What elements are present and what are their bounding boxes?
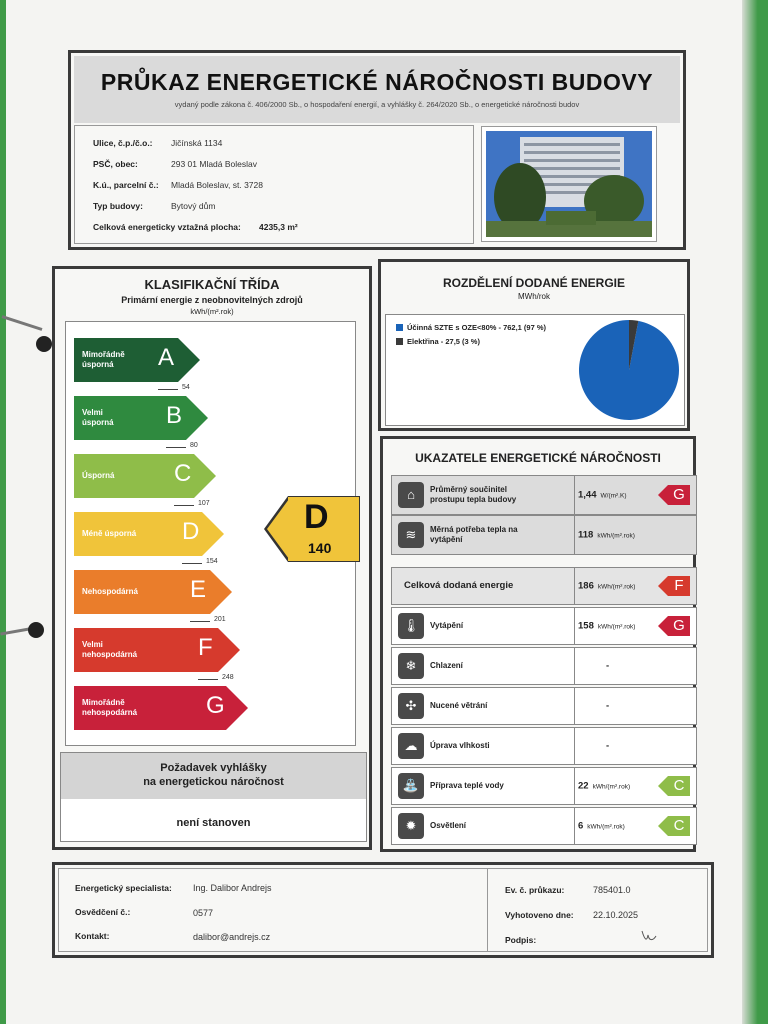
indicator-value	[606, 661, 609, 672]
distribution-title: ROZDĚLENÍ DODANÉ ENERGIE	[442, 276, 625, 290]
energy-class-tip	[202, 512, 224, 556]
area-value: 4235,3 m²	[259, 222, 298, 232]
requirement-value: není stanoven	[176, 817, 251, 829]
class-threshold-line	[198, 679, 218, 680]
energy-class-label-line1: Úsporná	[82, 471, 115, 480]
zip-label: PSČ, obec:	[93, 159, 138, 169]
legend-label: Elektřina - 27,5 (3 %)	[407, 337, 480, 346]
indicator-name: Chlazení	[430, 661, 463, 670]
contact-label: Kontakt:	[75, 931, 110, 941]
result-marker	[264, 496, 360, 562]
indicator-number: -	[606, 700, 610, 712]
building-type-label: Typ budovy:	[93, 201, 143, 211]
energy-class-label	[82, 698, 137, 718]
requirement-panel	[60, 752, 367, 842]
indicator-separator	[574, 648, 575, 684]
indicator-class-badge	[658, 776, 690, 796]
certificate-value: 0577	[193, 908, 214, 918]
indicator-unit: kWh/(m².rok)	[597, 583, 636, 591]
address-label: Ulice, č.p./č.o.:	[93, 138, 153, 148]
indicator-class-badge-tip	[658, 485, 668, 505]
indicator-number: -	[606, 740, 610, 752]
energy-class-d-arrow	[74, 512, 224, 556]
page-title: PRŮKAZ ENERGETICKÉ NÁROČNOSTI BUDOVY	[100, 69, 654, 95]
indicator-separator	[574, 516, 575, 554]
energy-class-tip	[226, 686, 248, 730]
footer-inner	[58, 868, 708, 952]
indicator-row	[391, 567, 697, 605]
requirement-title-line2: na energetickou náročnost	[143, 776, 284, 788]
title-band	[74, 56, 680, 123]
class-threshold-value: 201	[214, 616, 226, 623]
legend-label: Účinná SZTE s OZE<80% - 762,1 (97 %)	[407, 323, 547, 332]
indicator-unit: kWh/(m².rok)	[597, 532, 635, 540]
indicator-row	[391, 647, 697, 685]
energy-class-label	[82, 471, 114, 481]
energy-class-letter: A	[158, 344, 175, 371]
energy-class-letter: C	[174, 460, 192, 487]
indicator-class-badge-tip	[658, 776, 668, 796]
indicator-number: 22	[578, 780, 589, 792]
energy-class-tip	[218, 628, 240, 672]
indicator-class-letter: C	[668, 816, 690, 836]
energy-distribution-box	[378, 259, 690, 431]
energy-class-letter: F	[198, 634, 213, 661]
energy-class-label-line1: Mimořádně	[82, 698, 125, 707]
binder-hole-top	[36, 336, 52, 352]
indicator-name: Celková dodaná energie	[404, 580, 514, 591]
indicator-value	[578, 581, 635, 592]
indicator-number: 158	[578, 620, 594, 632]
footer-divider	[487, 869, 488, 951]
indicator-value	[606, 701, 609, 712]
indicator-value	[578, 781, 630, 792]
energy-class-tip	[186, 396, 208, 440]
energy-class-g-arrow	[74, 686, 248, 730]
indicator-class-badge	[658, 576, 690, 596]
building-info-box	[74, 125, 474, 244]
energy-class-label-line2: nehospodárná	[82, 650, 138, 659]
bulb-icon: ✹	[398, 813, 424, 839]
class-threshold-line	[182, 563, 202, 564]
class-threshold-value: 154	[206, 558, 218, 565]
header-box	[68, 50, 686, 250]
building-type-value: Bytový dům	[171, 201, 216, 211]
page-edge-shadow	[742, 0, 768, 1024]
indicator-unit: W/(m².K)	[600, 492, 627, 500]
indicator-row	[391, 475, 697, 515]
indicator-separator	[574, 688, 575, 724]
page-subtitle: vydaný podle zákona č. 406/2000 Sb., o hospodaření energií, a vyhlášky č. 264/2020 Sb., o energetické náročnosti budov	[174, 100, 580, 109]
energy-class-label-line2: nehospodárná	[82, 708, 138, 717]
energy-class-scale	[65, 321, 356, 746]
parcel-value: Mladá Boleslav, st. 3728	[171, 180, 263, 190]
building-photo	[481, 126, 657, 242]
energy-class-label-line1: Nehospodárná	[82, 587, 139, 596]
indicator-separator	[574, 568, 575, 604]
contact-value: dalibor@andrejs.cz	[193, 932, 271, 942]
indicator-name: Průměrný součinitel prostupu tepla budovy	[430, 485, 517, 504]
indicator-class-badge-tip	[658, 576, 668, 596]
indicator-separator	[574, 808, 575, 844]
legend-swatch	[396, 338, 403, 345]
distribution-panel	[385, 314, 685, 426]
indicator-number: 186	[578, 580, 594, 592]
indicator-class-badge-tip	[658, 816, 668, 836]
footer-box	[52, 862, 714, 958]
indicator-class-badge	[658, 616, 690, 636]
indicator-class-letter: G	[668, 616, 690, 636]
parcel-label: K.ú., parcelní č.:	[93, 180, 159, 190]
signature-label: Podpis:	[505, 935, 537, 945]
indicator-name: Nucené větrání	[430, 701, 488, 710]
ev-number-label: Ev. č. průkazu:	[505, 885, 565, 895]
energy-class-f-arrow	[74, 628, 240, 672]
distribution-unit: MWh/rok	[518, 292, 550, 301]
indicator-name: Vytápění	[430, 621, 464, 630]
indicator-name: Osvětlení	[430, 821, 467, 830]
indicator-row	[391, 687, 697, 725]
classification-unit: kWh/(m².rok)	[190, 307, 234, 316]
energy-class-a-arrow	[74, 338, 200, 382]
requirement-header	[61, 753, 366, 799]
energy-class-b-arrow	[74, 396, 208, 440]
indicator-row	[391, 515, 697, 555]
energy-class-letter: D	[182, 518, 200, 545]
indicator-value	[578, 821, 625, 832]
distribution-pie-chart	[576, 317, 682, 423]
energy-class-label-line1: Velmi	[82, 640, 103, 649]
energy-class-letter: B	[166, 402, 183, 429]
building-photo-drawing	[486, 131, 652, 237]
class-threshold-line	[174, 505, 194, 506]
energy-class-label-line1: Méně úsporná	[82, 529, 137, 538]
class-threshold-line	[190, 621, 210, 622]
ev-number-value: 785401.0	[593, 885, 631, 895]
class-threshold-value: 248	[222, 674, 234, 681]
classification-subtitle: Primární energie z neobnovitelných zdrojů	[121, 295, 303, 305]
indicator-separator	[574, 476, 575, 514]
result-class-value: 140	[308, 540, 332, 556]
indicator-value	[578, 621, 635, 632]
result-marker-tip	[267, 499, 289, 559]
indicator-row	[391, 767, 697, 805]
energy-class-label	[82, 529, 136, 539]
energy-class-letter: E	[190, 576, 207, 603]
indicator-value	[606, 741, 609, 752]
indicator-class-badge-tip	[658, 616, 668, 636]
indicator-unit: kWh/(m².rok)	[597, 623, 636, 631]
indicator-name: Příprava teplé vody	[430, 781, 504, 790]
indicator-separator	[574, 768, 575, 804]
house-icon: ⌂	[398, 482, 424, 508]
indicator-separator	[574, 608, 575, 644]
cooling-icon: ❄	[398, 653, 424, 679]
energy-class-c-arrow	[74, 454, 216, 498]
tap-icon: ⛲	[398, 773, 424, 799]
humidity-icon: ☁	[398, 733, 424, 759]
heating-icon: 🌡	[398, 613, 424, 639]
indicator-value	[578, 490, 627, 501]
result-class-letter: D	[304, 498, 329, 536]
indicator-row	[391, 607, 697, 645]
energy-class-tip	[210, 570, 232, 614]
energy-class-label	[82, 408, 114, 428]
zip-value: 293 01 Mladá Boleslav	[171, 159, 258, 169]
indicator-row	[391, 807, 697, 845]
indicator-class-letter: C	[668, 776, 690, 796]
indicator-unit: kWh/(m².rok)	[587, 823, 625, 831]
indicator-name: Měrná potřeba tepla na vytápění	[430, 525, 518, 544]
specialist-label: Energetický specialista:	[75, 883, 172, 893]
energy-class-tip	[178, 338, 200, 382]
indicator-class-letter: G	[668, 485, 690, 505]
energy-class-label-line1: Velmi	[82, 408, 103, 417]
energy-class-label	[82, 350, 125, 370]
indicator-number: 1,44	[578, 489, 597, 501]
indicator-number: 118	[578, 529, 594, 541]
address-value: Jičínská 1134	[171, 138, 223, 148]
legend-item	[396, 337, 546, 346]
energy-class-tip	[194, 454, 216, 498]
binder-hole-bottom	[28, 622, 44, 638]
indicator-class-letter: F	[668, 576, 690, 596]
area-label: Celková energeticky vztažná plocha:	[93, 222, 241, 232]
indicator-class-badge	[658, 816, 690, 836]
classification-box	[52, 266, 372, 850]
energy-class-label-line2: úsporná	[82, 418, 114, 427]
energy-class-e-arrow	[74, 570, 232, 614]
energy-class-label	[82, 587, 138, 597]
energy-class-label	[82, 640, 137, 660]
legend-item	[396, 323, 546, 332]
indicator-value	[578, 530, 635, 541]
date-label: Vyhotoveno dne:	[505, 910, 574, 920]
class-threshold-value: 80	[190, 442, 198, 449]
fan-icon: ✣	[398, 693, 424, 719]
indicator-name: Úprava vlhkosti	[430, 741, 490, 750]
class-threshold-line	[158, 389, 178, 390]
indicators-title: UKAZATELE ENERGETICKÉ NÁROČNOSTI	[415, 451, 661, 465]
indicator-separator	[574, 728, 575, 764]
heat-need-icon: ≋	[398, 522, 424, 548]
energy-class-label-line2: úsporná	[82, 360, 114, 369]
indicator-class-badge	[658, 485, 690, 505]
specialist-value: Ing. Dalibor Andrejs	[193, 883, 272, 893]
indicator-number: -	[606, 660, 610, 672]
requirement-title-line1: Požadavek vyhlášky	[160, 762, 267, 774]
date-value: 22.10.2025	[593, 910, 639, 920]
classification-title: KLASIFIKAČNÍ TŘÍDA	[144, 277, 280, 292]
signature-mark	[639, 927, 659, 945]
indicators-box	[380, 436, 696, 852]
distribution-legend	[396, 323, 546, 351]
class-threshold-value: 54	[182, 384, 190, 391]
certificate-label: Osvědčení č.:	[75, 907, 131, 917]
legend-swatch	[396, 324, 403, 331]
indicator-row	[391, 727, 697, 765]
indicator-unit: kWh/(m².rok)	[592, 783, 631, 791]
class-threshold-line	[166, 447, 186, 448]
energy-class-label-line1: Mimořádně	[82, 350, 125, 359]
energy-class-letter: G	[206, 692, 225, 719]
class-threshold-value: 107	[198, 500, 210, 507]
indicator-number: 6	[578, 820, 584, 832]
